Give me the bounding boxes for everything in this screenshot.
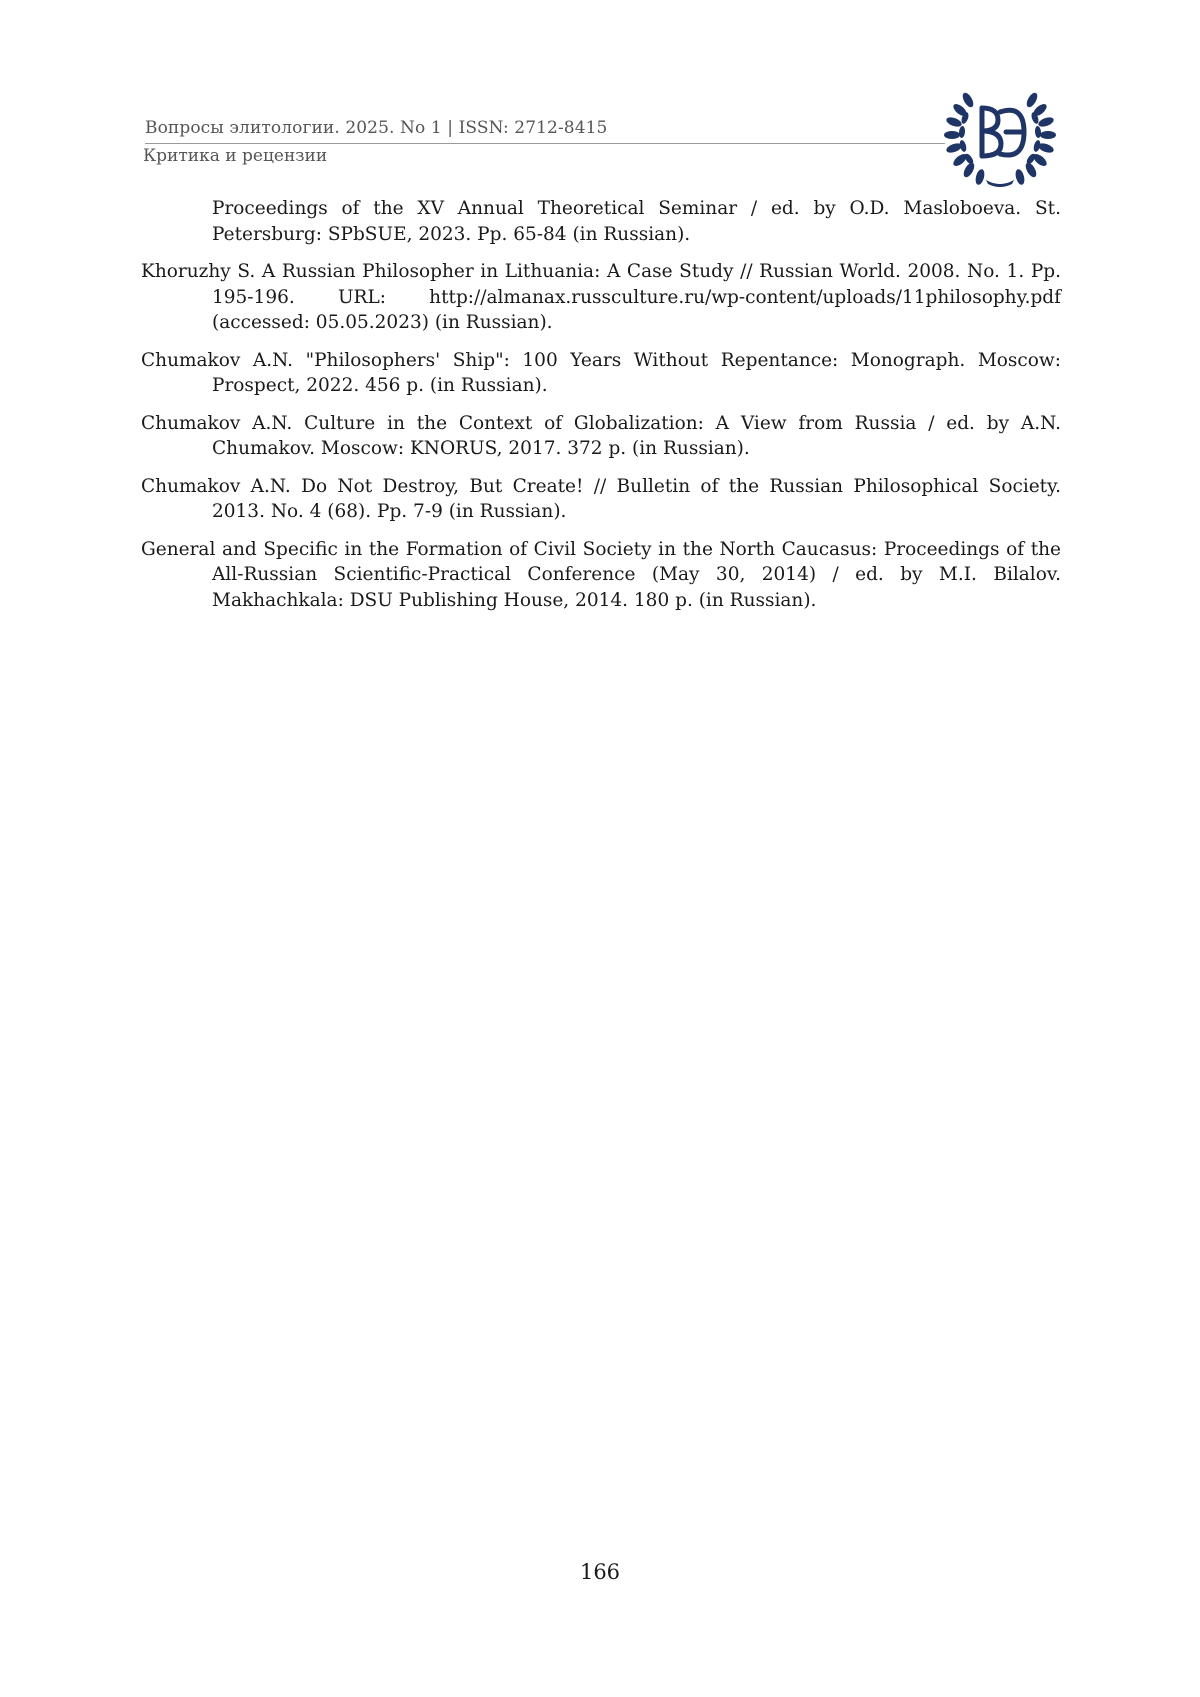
running-header [145, 116, 945, 140]
reference-item: Chumakov A.N. "Philosophers' Ship": 100 Years Without Repentance: Monograph. Moscow: Prospect, 2022. 456 p. (in Russian). [141, 349, 1061, 396]
reference-item: General and Specific in the Formation of Civil Society in the North Caucasus: Proceedings of the All-Russian Scientific-Practical Conference (May 30, 2014) / ed. by M.I. Bilalov. Makhachkala: DSU Publishing House, 2014. 180 p. (in Russian). [141, 538, 1061, 611]
reference-item: Chumakov A.N. Culture in the Context of Globalization: A View from Russia / ed. by A.N. Chumakov. Moscow: KNORUS, 2017. 372 p. (in Russian). [141, 412, 1061, 459]
reference-item: Chumakov A.N. Do Not Destroy, But Create! // Bulletin of the Russian Philosophical Society. 2013. No. 4 (68). Pp. 7-9 (in Russian). [141, 475, 1061, 522]
section-title: Критика и рецензии [143, 146, 328, 166]
reference-item: Khoruzhy S. A Russian Philosopher in Lithuania: A Case Study // Russian World. 2008. No. 1. Pp. 195-196. URL: http://almanax.russculture.ru/wp-content/uploads/11philosophy.pdf (accessed: 05.05.2023) (in Russian). [141, 261, 1061, 333]
journal-title-line: Вопросы элитологии. 2025. No 1 | ISSN: 2712-8415 [145, 118, 608, 138]
page-number: 166 [579, 1560, 621, 1584]
reference-list [141, 196, 1061, 625]
reference-item: Proceedings of the XV Annual Theoretical Seminar / ed. by O.D. Masloboeva. St. Petersburg: SPbSUE, 2023. Pp. 65-84 (in Russian). [212, 198, 1061, 245]
laurel-wreath-logo-icon [938, 78, 1062, 190]
